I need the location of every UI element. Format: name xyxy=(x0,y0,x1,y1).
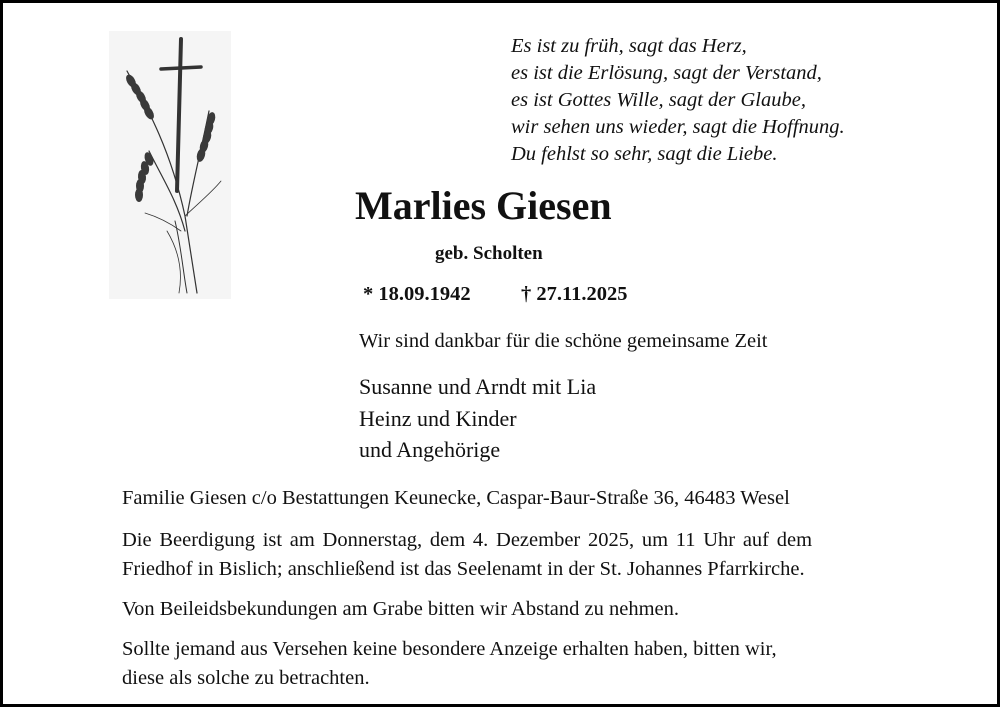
poem-line: Du fehlst so sehr, sagt die Liebe. xyxy=(511,143,778,165)
condolence-line: Von Beileidsbekundungen am Grabe bitten wir Abstand zu nehmen. xyxy=(122,598,679,620)
poem-line: es ist die Erlösung, sagt der Verstand, xyxy=(511,62,822,84)
address-line: Familie Giesen c/o Bestattungen Keunecke, Caspar-Baur-Straße 36, 46483 Wesel xyxy=(122,487,790,509)
missing-notice-remark xyxy=(122,635,852,693)
death-date: † 27.11.2025 xyxy=(521,283,628,305)
mourner-entry: und Angehörige xyxy=(359,437,501,462)
notice-line: Sollte jemand aus Versehen keine besondere Anzeige erhalten haben, bitten wir, xyxy=(122,638,777,660)
condolence-request xyxy=(122,595,852,624)
mourner-entry: Heinz und Kinder xyxy=(359,405,517,431)
poem xyxy=(511,33,845,168)
contact-address xyxy=(122,484,852,513)
birth-date: * 18.09.1942 xyxy=(363,283,471,305)
maiden-name: geb. Scholten xyxy=(435,243,543,264)
funeral-line: Die Beerdigung ist am Donnerstag, dem 4. Dezember 2025, um 11 Uhr auf dem xyxy=(122,529,813,551)
thanks-line: Wir sind dankbar für die schöne gemeinsame Zeit xyxy=(359,330,768,352)
poem-line: Es ist zu früh, sagt das Herz, xyxy=(511,35,747,57)
mourner-entry: Susanne und Arndt mit Lia xyxy=(359,374,597,399)
poem-line: wir sehen uns wieder, sagt die Hoffnung. xyxy=(511,116,845,138)
funeral-details xyxy=(122,526,852,584)
funeral-line: Friedhof in Bislich; anschließend ist das Seelenamt in der St. Johannes Pfarrkirche. xyxy=(122,558,805,580)
deceased-name: Marlies Giesen xyxy=(355,183,612,228)
cross-with-wheat-icon xyxy=(109,31,231,299)
notice-line: diese als solche zu betrachten. xyxy=(122,667,370,689)
poem-line: es ist Gottes Wille, sagt der Glaube, xyxy=(511,89,806,111)
mourners-list xyxy=(359,371,596,466)
